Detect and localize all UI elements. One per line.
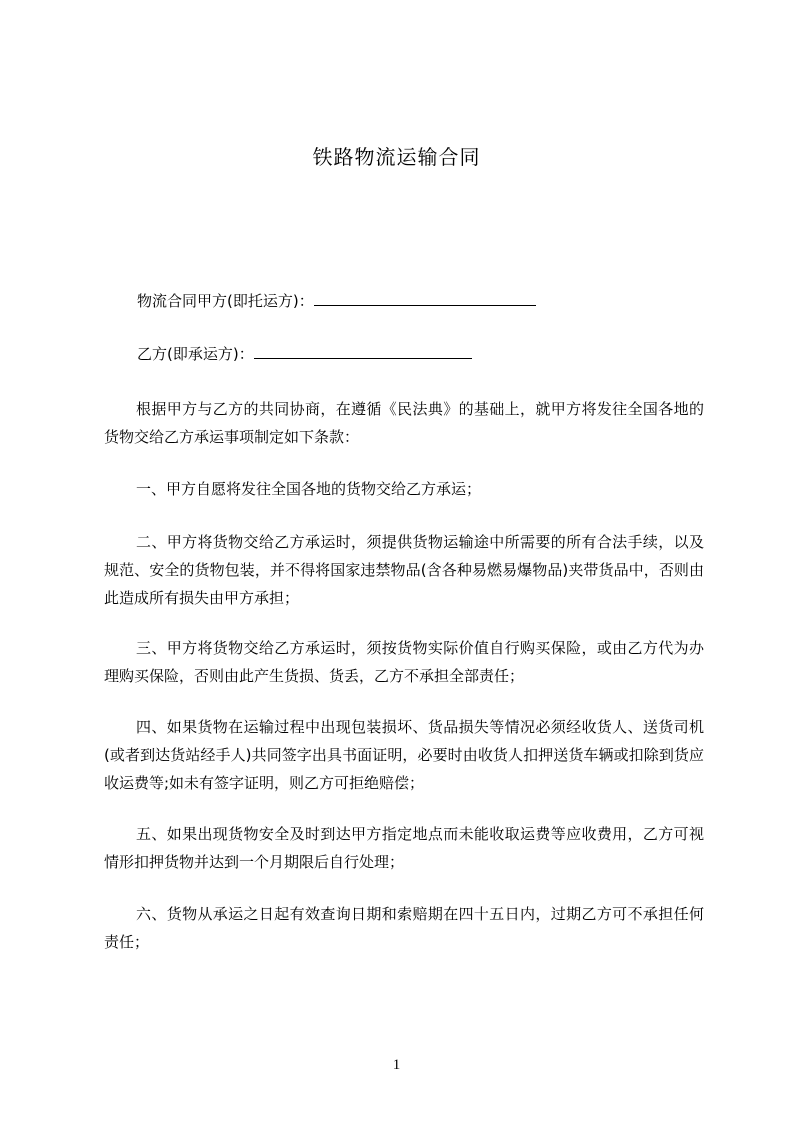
clause-3: 三、甲方将货物交给乙方承运时，须按货物实际价值自行购买保险，或由乙方代为办理购买保险，否则由此产生货损、货丢，乙方不承担全部责任； [104, 639, 704, 685]
clause-6: 六、货物从承运之日起有效查询日期和索赔期在四十五日内，过期乙方可不承担任何责任； [104, 905, 704, 951]
party-a-field [137, 290, 536, 312]
clause-1: 一、甲方自愿将发往全国各地的货物交给乙方承运； [136, 480, 482, 498]
party-b-blank-line [254, 344, 472, 359]
clause-5: 五、如果出现货物安全及时到达甲方指定地点而未能收取运费等应收费用，乙方可视情形扣押货物并达到一个月期限后自行处理； [104, 825, 704, 871]
page-number: 1 [392, 1057, 401, 1073]
intro-paragraph: 根据甲方与乙方的共同协商，在遵循《民法典》的基础上，就甲方将发往全国各地的货物交给乙方承运事项制定如下条款： [104, 400, 704, 446]
party-a-label: 物流合同甲方(即托运方)： [137, 292, 314, 310]
party-b-field [137, 343, 472, 365]
clause-2: 二、甲方将货物交给乙方承运时，须提供货物运输途中所需要的所有合法手续，以及规范、安全的货物包装，并不得将国家违禁物品(含各种易燃易爆物品)夹带货品中，否则由此造成所有损失由甲方承担； [104, 533, 704, 607]
party-a-blank-line [314, 291, 536, 306]
party-b-label: 乙方(即承运方)： [137, 345, 254, 363]
clause-4: 四、如果货物在运输过程中出现包装损坏、货品损失等情况必须经收货人、送货司机(或者到达货站经手人)共同签字出具书面证明，必要时由收货人扣押送货车辆或扣除到货应收运费等;如未有签字证明，则乙方可拒绝赔偿； [104, 718, 704, 792]
contract-title: 铁路物流运输合同 [312, 145, 481, 169]
